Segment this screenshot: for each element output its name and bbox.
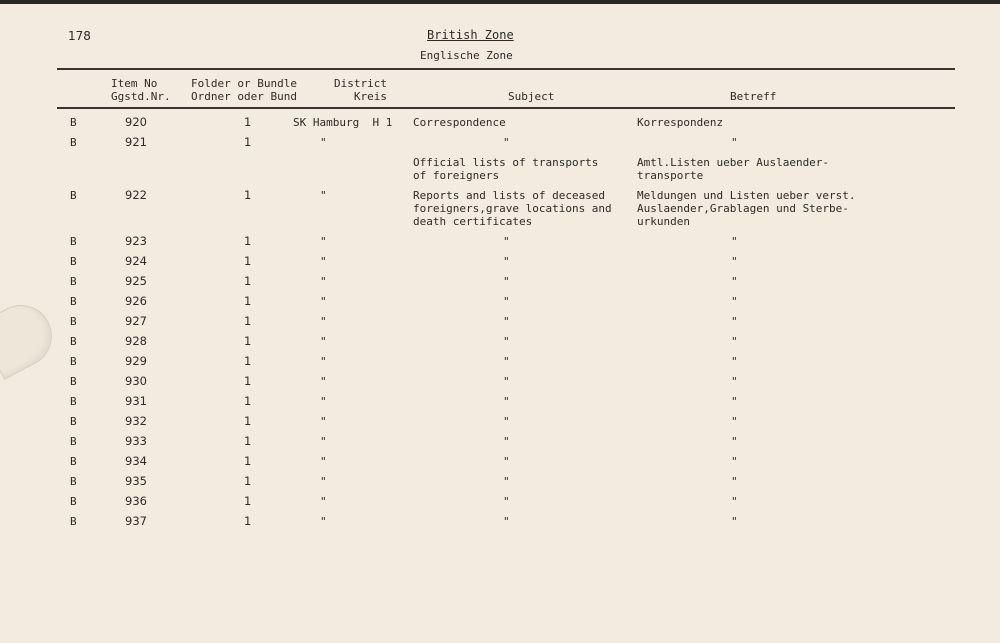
betreff-cell: " <box>731 455 738 468</box>
district-cell: " <box>320 275 327 288</box>
series-cell: B <box>70 275 77 288</box>
folder-count-cell: 1 <box>244 454 252 468</box>
subject-cell: " <box>503 335 510 348</box>
subject-cell: " <box>503 475 510 488</box>
index-tab-shape <box>0 294 63 380</box>
betreff-cell: " <box>731 315 738 328</box>
district-cell: " <box>320 355 327 368</box>
folder-count-cell: 1 <box>244 294 252 308</box>
subject-cell: " <box>503 295 510 308</box>
column-header-subject: Subject <box>508 90 555 103</box>
column-header-item-no: Item No Ggstd.Nr. <box>111 77 171 103</box>
series-cell: B <box>70 355 77 368</box>
folder-count-cell: 1 <box>244 434 252 448</box>
series-cell: B <box>70 455 77 468</box>
folder-count-cell: 1 <box>244 354 252 368</box>
district-cell: " <box>320 255 327 268</box>
folder-count-cell: 1 <box>244 374 252 388</box>
subject-cell: " <box>503 415 510 428</box>
folder-count-cell: 1 <box>244 115 252 129</box>
betreff-cell: " <box>731 275 738 288</box>
item-no-cell: 931 <box>125 394 147 408</box>
district-cell: " <box>320 136 327 149</box>
betreff-cell: " <box>731 136 738 149</box>
subject-cell: " <box>503 235 510 248</box>
folder-count-cell: 1 <box>244 414 252 428</box>
page-number: 178 <box>68 29 91 43</box>
header-top-rule <box>57 68 955 70</box>
column-header-district: District Kreis <box>334 77 387 103</box>
subject-cell: " <box>503 495 510 508</box>
subject-cell: " <box>503 315 510 328</box>
subject-cell: " <box>503 275 510 288</box>
folder-count-cell: 1 <box>244 254 252 268</box>
subject-cell: " <box>503 395 510 408</box>
subject-cell: " <box>503 375 510 388</box>
series-cell: B <box>70 435 77 448</box>
item-no-cell: 922 <box>125 188 147 202</box>
series-cell: B <box>70 415 77 428</box>
folder-count-cell: 1 <box>244 394 252 408</box>
district-cell: " <box>320 455 327 468</box>
subject-cell: " <box>503 355 510 368</box>
series-cell: B <box>70 495 77 508</box>
district-cell: " <box>320 235 327 248</box>
subject-cell: " <box>503 455 510 468</box>
betreff-cell: " <box>731 495 738 508</box>
item-no-cell: 920 <box>125 115 147 129</box>
item-no-cell: 924 <box>125 254 147 268</box>
subject-cell: Reports and lists of deceased foreigners,grave locations and death certificates <box>413 189 612 228</box>
subject-cell: " <box>503 515 510 528</box>
item-no-cell: 937 <box>125 514 147 528</box>
zone-title-german: Englische Zone <box>420 49 513 62</box>
item-no-cell: 928 <box>125 334 147 348</box>
district-cell: " <box>320 335 327 348</box>
header-bottom-rule <box>57 107 955 109</box>
district-cell: " <box>320 395 327 408</box>
subject-cell: Official lists of transports of foreigners <box>413 156 599 182</box>
betreff-cell: " <box>731 255 738 268</box>
item-no-cell: 933 <box>125 434 147 448</box>
series-cell: B <box>70 315 77 328</box>
column-header-betreff: Betreff <box>730 90 777 103</box>
betreff-cell: Korrespondenz <box>637 116 724 129</box>
district-cell: " <box>320 435 327 448</box>
series-cell: B <box>70 235 77 248</box>
item-no-cell: 934 <box>125 454 147 468</box>
district-cell: " <box>320 375 327 388</box>
betreff-cell: " <box>731 295 738 308</box>
folder-count-cell: 1 <box>244 314 252 328</box>
betreff-cell: " <box>731 435 738 448</box>
folder-count-cell: 1 <box>244 474 252 488</box>
item-no-cell: 932 <box>125 414 147 428</box>
district-cell: " <box>320 415 327 428</box>
district-cell: " <box>320 189 327 202</box>
subject-cell: " <box>503 136 510 149</box>
district-cell: " <box>320 295 327 308</box>
column-header-folder: Folder or Bundle Ordner oder Bund <box>191 77 297 103</box>
series-cell: B <box>70 189 77 202</box>
series-cell: B <box>70 335 77 348</box>
folder-count-cell: 1 <box>244 274 252 288</box>
item-no-cell: 927 <box>125 314 147 328</box>
betreff-cell: " <box>731 375 738 388</box>
series-cell: B <box>70 136 77 149</box>
folder-count-cell: 1 <box>244 494 252 508</box>
district-cell: " <box>320 515 327 528</box>
betreff-cell: " <box>731 335 738 348</box>
item-no-cell: 930 <box>125 374 147 388</box>
page-top-edge <box>0 0 1000 4</box>
district-cell: SK Hamburg H 1 <box>293 116 393 129</box>
subject-cell: Correspondence <box>413 116 506 129</box>
betreff-cell: " <box>731 355 738 368</box>
betreff-cell: " <box>731 415 738 428</box>
zone-title-english: British Zone <box>427 28 514 42</box>
district-cell: " <box>320 495 327 508</box>
folder-count-cell: 1 <box>244 334 252 348</box>
folder-count-cell: 1 <box>244 135 252 149</box>
item-no-cell: 921 <box>125 135 147 149</box>
series-cell: B <box>70 475 77 488</box>
item-no-cell: 925 <box>125 274 147 288</box>
item-no-cell: 936 <box>125 494 147 508</box>
district-cell: " <box>320 315 327 328</box>
series-cell: B <box>70 375 77 388</box>
folder-count-cell: 1 <box>244 234 252 248</box>
betreff-cell: " <box>731 515 738 528</box>
series-cell: B <box>70 295 77 308</box>
betreff-cell: Amtl.Listen ueber Auslaender- transporte <box>637 156 830 182</box>
subject-cell: " <box>503 255 510 268</box>
betreff-cell: Meldungen und Listen ueber verst. Auslaender,Grablagen und Sterbe- urkunden <box>637 189 856 228</box>
district-cell: " <box>320 475 327 488</box>
betreff-cell: " <box>731 395 738 408</box>
betreff-cell: " <box>731 475 738 488</box>
subject-cell: " <box>503 435 510 448</box>
item-no-cell: 923 <box>125 234 147 248</box>
series-cell: B <box>70 255 77 268</box>
item-no-cell: 935 <box>125 474 147 488</box>
series-cell: B <box>70 116 77 129</box>
series-cell: B <box>70 515 77 528</box>
item-no-cell: 926 <box>125 294 147 308</box>
folder-count-cell: 1 <box>244 188 252 202</box>
series-cell: B <box>70 395 77 408</box>
item-no-cell: 929 <box>125 354 147 368</box>
folder-count-cell: 1 <box>244 514 252 528</box>
betreff-cell: " <box>731 235 738 248</box>
